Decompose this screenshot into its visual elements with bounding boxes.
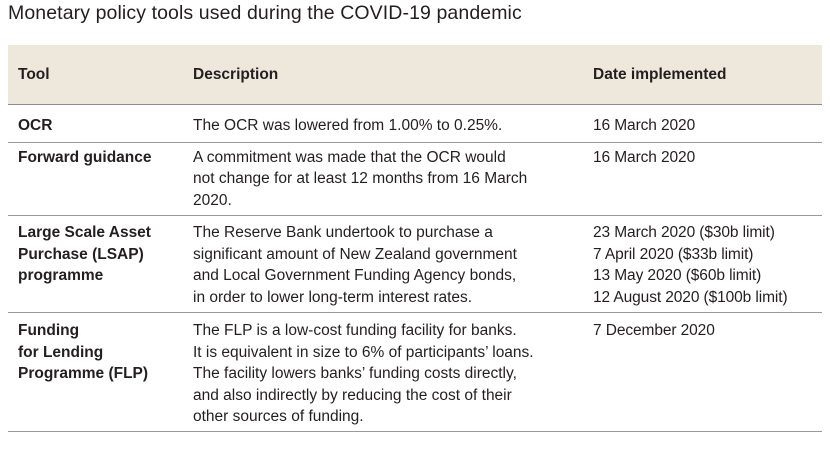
description-line: 2020. <box>193 191 232 209</box>
date-line: 13 May 2020 ($60b limit) <box>593 267 762 284</box>
description-line: not change for at least 12 months from 16 March <box>193 170 528 187</box>
description-cell <box>183 105 585 143</box>
description-line: The Reserve Bank undertook to purchase a <box>193 224 493 241</box>
table-header-row <box>8 45 822 105</box>
page-title: Monetary policy tools used during the COVID-19 pandemic <box>8 2 522 24</box>
tool-line: Programme (FLP) <box>18 365 149 382</box>
description-line: The FLP is a low-cost funding facility for banks. <box>193 322 517 339</box>
column-header-description: Description <box>193 65 279 83</box>
description-line: and also indirectly by reducing the cost of their <box>193 386 512 404</box>
table-row <box>8 216 822 313</box>
tool-cell <box>8 105 183 143</box>
description-line: It is equivalent in size to 6% of participants’ loans. <box>193 343 534 361</box>
description-line: other sources of funding. <box>193 408 364 425</box>
date-line: 16 March 2020 <box>593 148 696 166</box>
table-row <box>8 142 822 216</box>
tool-line: Large Scale Asset <box>18 224 151 241</box>
column-header-tool: Tool <box>18 65 50 83</box>
description-line: A commitment was made that the OCR would <box>193 148 506 166</box>
tool-line: Purchase (LSAP) <box>18 245 144 263</box>
tool-cell <box>8 216 183 313</box>
date-cell <box>585 105 822 143</box>
description-cell <box>183 216 585 313</box>
tool-line: Forward guidance <box>18 148 152 166</box>
date-line: 7 April 2020 ($33b limit) <box>593 245 754 263</box>
date-line: 12 August 2020 ($100b limit) <box>593 288 788 306</box>
tool-line: Funding <box>18 322 80 339</box>
date-line: 7 December 2020 <box>593 322 715 339</box>
date-line: 16 March 2020 <box>593 117 696 134</box>
description-line: significant amount of New Zealand government <box>193 245 517 263</box>
description-cell <box>183 313 585 432</box>
date-cell <box>585 216 822 313</box>
tool-cell <box>8 313 183 432</box>
table-row <box>8 313 822 432</box>
tool-line: for Lending <box>18 343 104 361</box>
description-line: The OCR was lowered from 1.00% to 0.25%. <box>193 117 503 134</box>
tool-line: programme <box>18 267 104 284</box>
table-row <box>8 105 822 143</box>
tool-cell <box>8 142 183 216</box>
monetary-policy-table <box>8 45 822 432</box>
date-cell <box>585 142 822 216</box>
description-line: and Local Government Funding Agency bonds, <box>193 267 517 284</box>
date-cell <box>585 313 822 432</box>
description-cell <box>183 142 585 216</box>
column-header-date: Date implemented <box>593 65 727 83</box>
date-line: 23 March 2020 ($30b limit) <box>593 224 775 241</box>
description-line: in order to lower long-term interest rates. <box>193 288 473 306</box>
tool-line: OCR <box>18 117 53 134</box>
description-line: The facility lowers banks’ funding costs directly, <box>193 365 517 382</box>
